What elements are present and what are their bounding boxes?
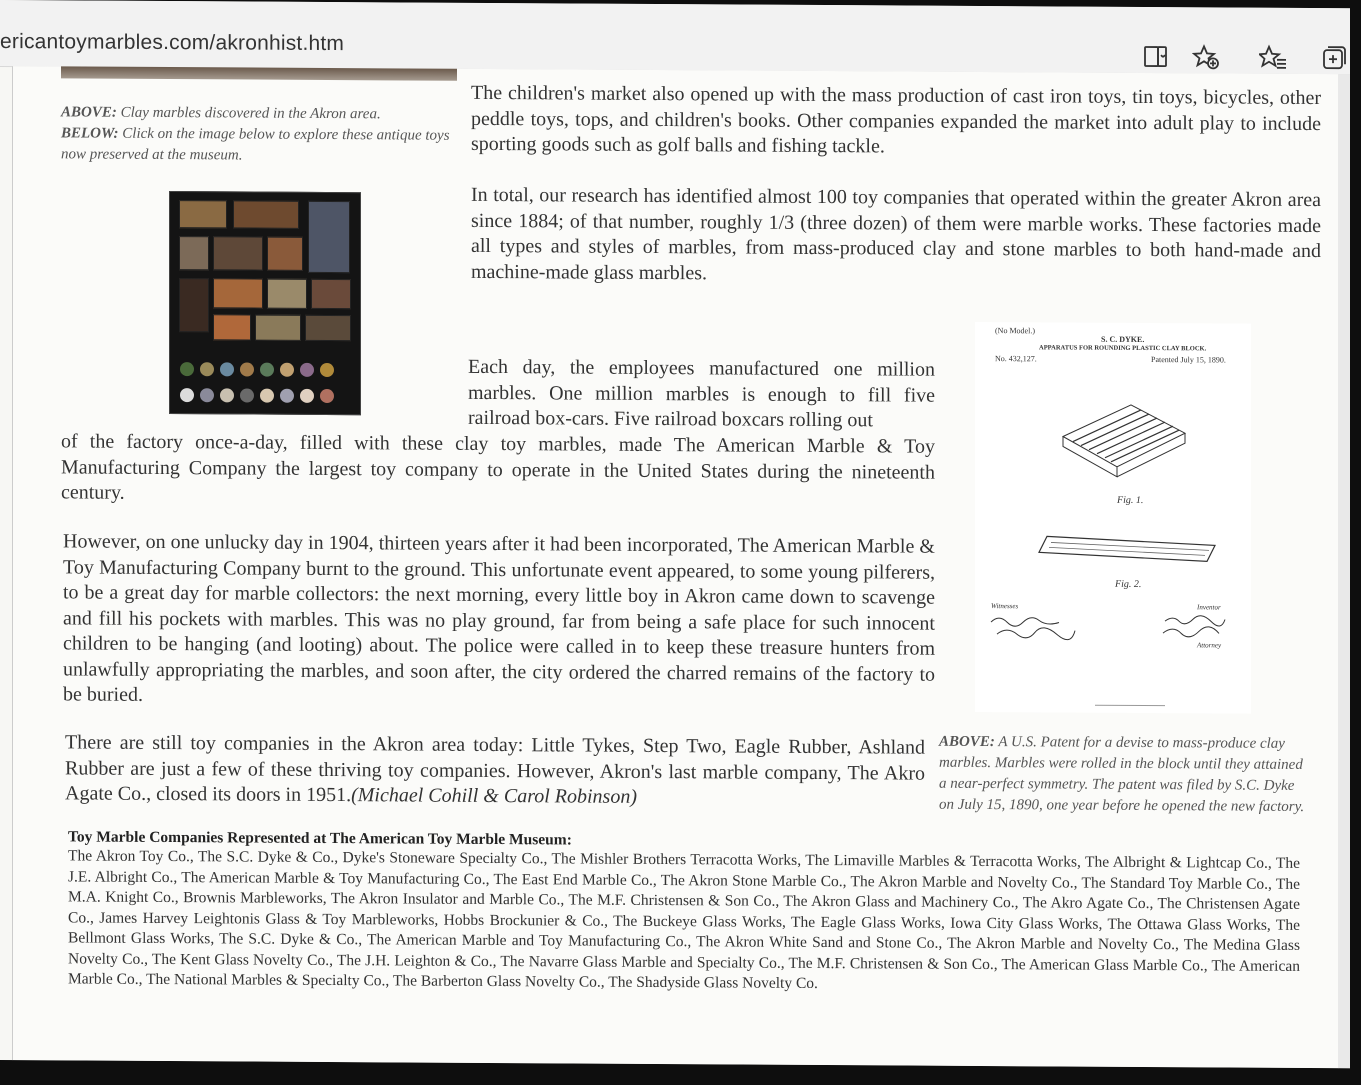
- collage-marble: [180, 388, 194, 402]
- web-page: [12, 66, 1339, 1068]
- collage-tile: [179, 236, 209, 270]
- collage-tile: [213, 278, 263, 308]
- collage-marble: [220, 362, 234, 376]
- address-bar[interactable]: [0, 0, 1350, 75]
- left-image-caption: [61, 102, 451, 167]
- patent-number: No. 432,127.: [995, 354, 1037, 364]
- collage-marble: [180, 362, 194, 376]
- patent-figure-1: [1045, 392, 1195, 483]
- collage-tile: [267, 237, 303, 271]
- caption-below-label: BELOW:: [61, 125, 119, 142]
- collage-tile: [233, 200, 299, 228]
- patent-caption-label: ABOVE:: [939, 733, 995, 751]
- collage-marble: [240, 388, 254, 402]
- favorites-list-icon[interactable]: [1259, 44, 1287, 72]
- paragraph-childrens-market: The children's market also opened up with the mass production of cast iron toys, tin toys, bicycles, other peddle toys, tops, and children's books. Other companies expanded the market into adult play to include sporting goods such as golf balls and fishing tackle.: [471, 81, 1321, 158]
- patent-figure-2: [1037, 530, 1227, 571]
- collections-icon[interactable]: [1320, 44, 1348, 72]
- collage-tile: [213, 314, 251, 340]
- collage-marble: [240, 362, 254, 376]
- collage-marble: [260, 363, 274, 377]
- patent-inventor: S. C. DYKE.: [1101, 334, 1145, 344]
- patent-fig1-label: Fig. 1.: [1117, 494, 1144, 506]
- paragraph-million-marbles-cont: of the factory once-a-day, filled with these clay toy marbles, made The American Marble & Toy Manufacturing Company the largest toy company to operate in the United States during the nineteenth century.: [61, 430, 935, 504]
- reader-view-icon[interactable]: [1142, 43, 1170, 71]
- paragraph-factory-fire: However, on one unlucky day in 1904, thirteen years after it had been incorporated, The American Marble & Toy Manufacturing Company burnt to the ground. This unfortunate event appeared, to some young pilferers, to be a great day for marble collectors: the next morning, every little boy in Akron came down to scavenge and fill his pockets with marbles. This was no play ground, far from being a safe place for such innocent children to be hanging (and looting) about. The police were called in to keep these treasure hunters from unlawfully appropriating the marbles, and soon after, the city ordered the charred remains of the factory to be buried.: [63, 530, 935, 706]
- collage-tile: [179, 278, 209, 332]
- patent-title: APPARATUS FOR ROUNDING PLASTIC CLAY BLOCK.: [1039, 344, 1207, 353]
- paragraph-million-marbles: Each day, the employees manufactured one million marbles. One million marbles is enough to fill five railroad box-cars. Five railroad boxcars rolling out: [468, 355, 935, 432]
- paragraph-toy-companies-total: In total, our research has identified almost 100 toy companies that operated within the greater Akron area since 1884; of that number, roughly 1/3 (three dozen) of them were marble works. These factories made all types and styles of marbles, from mass-produced clay and stone marbles to both hand-made and machine-made glass marbles.: [471, 183, 1321, 284]
- patent-caption-text: A U.S. Patent for a devise to mass-produce clay marbles. Marbles were rolled in the block until they attained a near-perfect symmetry. The patent was filed by S.C. Dyke on July 15, 1890, one year before he opened the new factory.: [939, 734, 1305, 815]
- inventor-signature: [1161, 611, 1251, 642]
- collage-marble: [280, 389, 294, 403]
- add-favorite-icon[interactable]: [1192, 43, 1220, 71]
- collage-tile: [179, 200, 227, 228]
- patent-inventor-label: Inventor: [1197, 603, 1221, 612]
- collage-marble: [200, 388, 214, 402]
- companies-section: [68, 828, 1300, 997]
- patent-rule: [1095, 705, 1165, 706]
- witness-signatures: [989, 612, 1079, 643]
- author-credit: (Michael Cohill & Carol Robinson): [351, 784, 638, 808]
- collage-marble: [300, 363, 314, 377]
- caption-above-label: ABOVE:: [61, 104, 117, 121]
- collage-marble: [300, 389, 314, 403]
- patent-attorney-label: Attorney: [1197, 641, 1222, 650]
- collage-tile: [311, 279, 351, 309]
- collage-marble: [320, 363, 334, 377]
- patent-caption: [939, 732, 1309, 818]
- image-strip: [61, 66, 457, 80]
- paragraph-toy-companies-today: [65, 730, 925, 812]
- collage-tile: [255, 315, 301, 341]
- companies-heading: Toy Marble Companies Represented at The American Toy Marble Museum:: [68, 828, 572, 849]
- patent-fig2-label: Fig. 2.: [1115, 578, 1142, 590]
- collage-marble: [220, 388, 234, 402]
- companies-list: The Akron Toy Co., The S.C. Dyke & Co., Dyke's Stoneware Specialty Co., The Mishler Brothers Terracotta Works, The Limaville Marbles & Terracotta Works, The Albright & Lightcap Co., The J.E. Albright Co., The American Marble & Toy Manufacturing Co., The East End Marble Co., The Akron Stone Marble Co., The Akron Marble and Novelty Co., The Standard Toy Marble Co., The M.A. Knight Co., Brownis Marbleworks, The Akron Insulator and Marble Co., The M.F. Christensen & Son Co., The Akron Glass and Machinery Co., The Akro Agate Co., The Christensen Agate Co., James Harvey Leightonis Glass & Toy Marbleworks, Hobbs Brockunier & Co., The Buckeye Glass Works, The Eagle Glass Works, Iowa City Glass Works, The Ottawa Glass Works, The Bellmont Glass Works, The S.C. Dyke & Co., The American Marble and Toy Manufacturing Co., The Akron White Sand and Stone Co., The Akron Marble and Novelty Co., The Medina Glass Novelty Co., The Kent Glass Novelty Co., The J.H. Leighton & Co., The Navarre Glass Marble and Specialty Co., The M.F. Christensen & Son Co., The American Glass Marble Co., The American Marble Co., The National Marbles & Specialty Co., The Barberton Glass Novelty Co., The Shadyside Glass Novelty Co.: [68, 847, 1300, 992]
- page-scrollbar[interactable]: [1338, 74, 1350, 1068]
- caption-above-text: Clay marbles discovered in the Akron area.: [120, 104, 381, 123]
- caption-below-text: Click on the image below to explore these antique toys now preserved at the museum.: [61, 125, 450, 164]
- collage-tile: [213, 236, 263, 270]
- url-text[interactable]: ericantoymarbles.com/akronhist.htm: [0, 30, 345, 56]
- patent-model-note: (No Model.): [995, 326, 1035, 336]
- patent-drawing: [975, 322, 1251, 714]
- collage-tile: [267, 279, 307, 309]
- collage-marble: [280, 363, 294, 377]
- collage-tile: [308, 201, 350, 273]
- collage-tile: [305, 315, 351, 341]
- collage-marble: [320, 389, 334, 403]
- patent-witnesses-label: Witnesses: [991, 602, 1019, 611]
- collage-marble: [260, 389, 274, 403]
- patent-date: Patented July 15, 1890.: [1151, 355, 1226, 365]
- collage-marble: [200, 362, 214, 376]
- antique-toys-collage-link[interactable]: [169, 191, 361, 415]
- paragraph-text: There are still toy companies in the Akron area today: Little Tykes, Step Two, Eagle Rubber, Ashland Rubber are just a few of these thriving toy companies. However, Akron's last marble company, The Akro Agate Co., closed its doors in 1951.: [65, 731, 925, 807]
